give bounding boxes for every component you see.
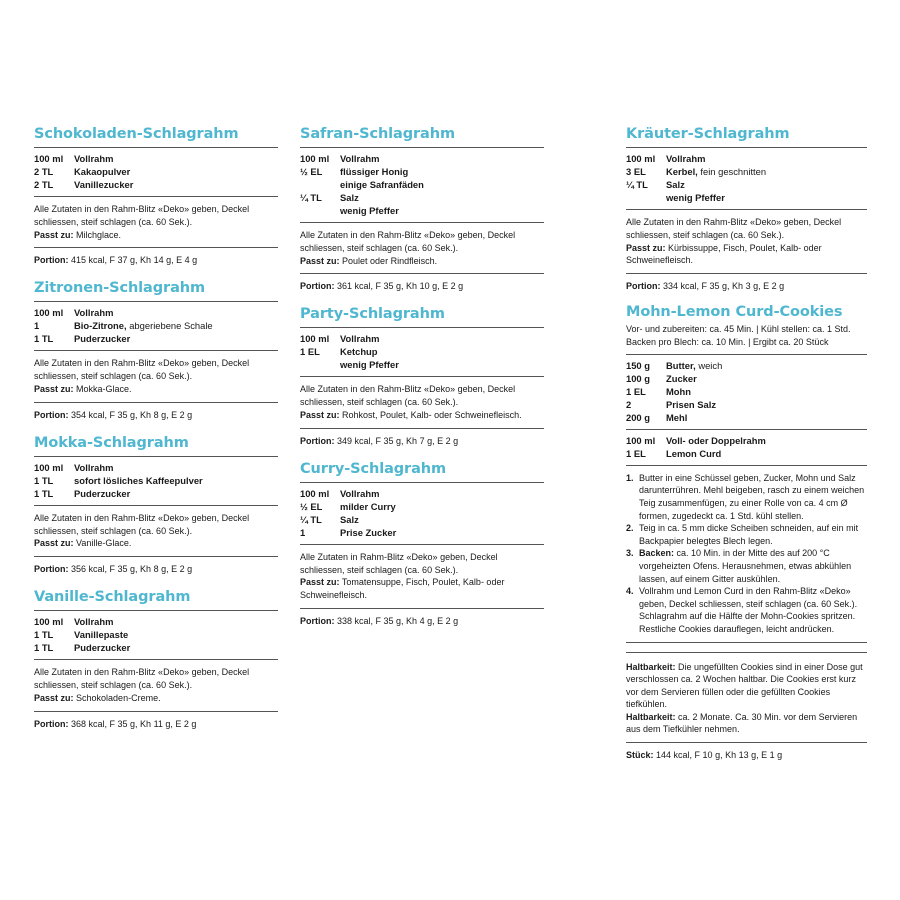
step-item <box>626 522 867 547</box>
step-body: ca. 10 Min. in der Mitte des auf 200 °C vorgeheizten Ofens. Herausnehmen, etwas abkühlen lassen, auf einem Gitter auskühlen. <box>639 548 852 584</box>
portion-value: 338 kcal, F 35 g, Kh 4 g, E 2 g <box>337 615 459 626</box>
portion-value: 354 kcal, F 35 g, Kh 8 g, E 2 g <box>71 409 193 420</box>
pairing-text: Vanille-Glace. <box>76 538 132 549</box>
portion-label: Portion: <box>34 564 69 575</box>
ingredient-list <box>34 148 278 197</box>
portion-label: Portion: <box>300 435 335 446</box>
ingredient-amount: 100 ml <box>34 616 64 628</box>
step-text <box>639 522 867 547</box>
instruction-text: Alle Zutaten in den Rahm-Blitz «Deko» geben, Deckel schliessen, steif schlagen (ca. 60 Sek.). <box>34 512 250 536</box>
step-text <box>639 585 867 635</box>
ingredient-list <box>300 328 544 377</box>
ingredient-list <box>34 611 278 660</box>
pairing-text: Mokka-Glace. <box>76 383 132 394</box>
ingredient-name <box>666 191 867 204</box>
ingredient-amount: 100 ml <box>34 153 64 164</box>
ingredient-name <box>666 434 867 447</box>
ingredient-row <box>34 474 278 487</box>
ingredient-label: milder Curry <box>340 500 396 512</box>
ingredient-row <box>34 628 278 641</box>
ingredient-amount <box>626 191 666 204</box>
ingredient-label: Vollrahm <box>74 461 114 473</box>
step-body: Teig in ca. 5 mm dicke Scheiben schneiden, auf ein mit Backpapier belegtes Blech legen. <box>639 523 859 546</box>
pairing-text: Rohkost, Poulet, Kalb- oder Schweinefleisch. <box>342 409 522 420</box>
step-text <box>639 547 867 585</box>
pairing-label: Passt zu: <box>34 538 74 549</box>
recipe-meta: Vor- und zubereiten: ca. 45 Min. | Kühl stellen: ca. 1 Std. Backen pro Blech: ca. 10 Min. | Ergibt ca. 20 Stück <box>626 321 867 355</box>
ingredient-label: Ketchup <box>340 346 378 358</box>
pairing-text: Tomatensuppe, Fisch, Poulet, Kalb- oder Schweinefleisch. <box>300 577 505 601</box>
recipe-title: Mokka-Schlagrahm <box>34 435 278 457</box>
ingredient-name <box>666 385 867 398</box>
ingredient-name <box>74 615 278 628</box>
ingredient-row <box>626 447 867 460</box>
ingredient-row <box>300 152 544 165</box>
ingredient-amount: 1 TL <box>34 629 54 641</box>
ingredient-note: abgeriebene Schale <box>129 320 213 332</box>
recipe-title: Zitronen-Schlagrahm <box>34 280 278 302</box>
ingredient-row <box>626 359 867 372</box>
ingredient-name <box>340 178 544 191</box>
recipe-instructions <box>300 223 544 274</box>
recipe-title: Party-Schlagrahm <box>300 306 544 328</box>
pairing-label: Passt zu: <box>626 242 666 253</box>
step-number: 1. <box>626 472 634 483</box>
ingredient-list <box>626 430 867 466</box>
portion-info <box>34 248 278 266</box>
ingredient-list <box>34 302 278 351</box>
ingredient-note: fein geschnitten <box>700 166 767 177</box>
ingredient-label: Zucker <box>666 372 697 384</box>
ingredient-amount: 1 EL <box>626 447 646 459</box>
step-body: Butter in eine Schüssel geben, Zucker, Mohn und Salz darunterrühren. Mehl beigeben, rasch zu einem weichen Teig zusammenfügen, zu einer Rolle von ca. 4 cm Ø formen, zugedeckt ca. 1 Std. kühl stellen. <box>639 472 865 521</box>
ingredient-name <box>74 178 278 191</box>
portion-value: 361 kcal, F 35 g, Kh 10 g, E 2 g <box>337 281 464 292</box>
recipe-instructions <box>34 660 278 711</box>
portion-info <box>34 557 278 575</box>
pairing-label: Passt zu: <box>300 409 340 420</box>
ingredient-name <box>340 500 544 513</box>
step-number: 3. <box>626 548 634 559</box>
portion-info <box>300 429 544 447</box>
ingredient-name <box>666 178 867 191</box>
ingredient-name <box>340 526 544 539</box>
ingredient-row <box>626 152 867 165</box>
step-item <box>626 585 867 635</box>
ingredient-row <box>300 358 544 371</box>
recipe-card <box>34 126 278 266</box>
ingredient-row <box>34 332 278 345</box>
pairing-label: Passt zu: <box>300 255 340 266</box>
ingredient-row <box>300 178 544 191</box>
ingredient-label: Kakaopulver <box>74 166 131 177</box>
ingredient-list <box>626 355 867 430</box>
step-label: Backen: <box>639 548 675 559</box>
recipe-card <box>300 461 544 627</box>
ingredient-row <box>626 398 867 411</box>
ingredient-amount: 100 ml <box>300 153 330 164</box>
ingredient-row <box>34 461 278 474</box>
ingredient-amount: 100 g <box>626 372 650 384</box>
portion-value: 356 kcal, F 35 g, Kh 8 g, E 2 g <box>71 564 193 575</box>
ingredient-row <box>34 152 278 165</box>
ingredient-amount: ½ EL <box>300 500 323 512</box>
ingredient-amount: 200 g <box>626 411 650 423</box>
ingredient-name <box>666 411 867 424</box>
pairing-text: Kürbissuppe, Fisch, Poulet, Kalb- oder Schweinefleisch. <box>626 242 822 266</box>
portion-label: Portion: <box>300 615 335 626</box>
portion-value: 334 kcal, F 35 g, Kh 3 g, E 2 g <box>663 281 785 292</box>
ingredient-list <box>626 148 867 210</box>
ingredient-row <box>300 513 544 526</box>
ingredient-label: Vollrahm <box>340 153 380 164</box>
ingredient-amount: 150 g <box>626 359 650 371</box>
ingredient-amount: 100 ml <box>34 461 64 473</box>
portion-value: 349 kcal, F 35 g, Kh 7 g, E 2 g <box>337 435 459 446</box>
ingredient-label: Puderzucker <box>74 642 131 654</box>
instruction-text: Alle Zutaten in den Rahm-Blitz «Deko» geben, Deckel schliessen, steif schlagen (ca. 60 Sek.). <box>34 667 250 690</box>
ingredient-row <box>300 332 544 345</box>
portion-info <box>300 609 544 627</box>
ingredient-label: Vanillezucker <box>74 179 134 190</box>
ingredient-row <box>626 385 867 398</box>
recipe-column-2 <box>300 126 544 641</box>
portion-info <box>34 403 278 421</box>
ingredient-name <box>340 165 544 178</box>
ingredient-label: Vanillepaste <box>74 629 129 641</box>
ingredient-name <box>666 152 867 165</box>
ingredient-name <box>340 345 544 358</box>
ingredient-label: wenig Pfeffer <box>340 205 399 216</box>
instruction-text: Alle Zutaten in den Rahm-Blitz «Deko» geben, Deckel schliessen, steif schlagen (ca. 60 Sek.). <box>300 230 516 253</box>
ingredient-row <box>626 372 867 385</box>
ingredient-label: Butter, <box>666 359 696 371</box>
recipe-card <box>300 306 544 446</box>
ingredient-row <box>626 165 867 178</box>
step-list <box>626 466 867 643</box>
ingredient-label: sofort lösliches Kaffeepulver <box>74 474 203 486</box>
ingredient-row <box>34 306 278 319</box>
ingredient-amount: 1 <box>34 320 40 332</box>
ingredient-amount: 100 ml <box>300 487 330 499</box>
recipe-instructions <box>34 351 278 402</box>
ingredient-note: weich <box>698 359 723 371</box>
ingredient-amount <box>300 178 340 191</box>
ingredient-amount: 1 TL <box>34 487 54 499</box>
ingredient-amount: 2 TL <box>34 179 54 190</box>
ingredient-amount: 1 EL <box>300 346 320 358</box>
recipe-instructions <box>34 506 278 557</box>
ingredient-label: Voll- oder Doppelrahm <box>666 434 766 446</box>
ingredient-label: Salz <box>340 513 359 525</box>
ingredient-name <box>74 628 278 641</box>
recipe-instructions <box>300 545 544 609</box>
ingredient-amount <box>300 358 340 371</box>
ingredient-amount: 1 TL <box>34 333 54 345</box>
instruction-text: Alle Zutaten in den Rahm-Blitz «Deko» geben, Deckel schliessen, steif schlagen (ca. 60 Sek.). <box>34 358 250 382</box>
ingredient-name <box>340 513 544 526</box>
ingredient-name <box>666 398 867 411</box>
portion-info <box>34 712 278 730</box>
ingredient-row <box>300 345 544 358</box>
step-body: Vollrahm und Lemon Curd in den Rahm-Blitz «Deko» geben, Deckel schliessen, steif schlagen (ca. 60 Sek.). Schlagrahm auf die Hälfte der Mohn-Cookies spritzen. Restliche Cookies darauflegen, leicht andrücken. <box>639 586 858 634</box>
ingredient-label: Vollrahm <box>74 153 114 164</box>
ingredient-row <box>34 165 278 178</box>
ingredient-row <box>300 500 544 513</box>
step-number: 2. <box>626 523 634 534</box>
ingredient-label: Vollrahm <box>340 487 380 499</box>
recipe-cookies <box>626 304 867 761</box>
ingredient-amount <box>300 204 340 217</box>
portion-info <box>300 274 544 292</box>
ingredient-row <box>626 434 867 447</box>
portion-label: Portion: <box>34 409 69 420</box>
instruction-text: Alle Zutaten in Rahm-Blitz «Deko» geben, Deckel schliessen, steif schlagen (ca. 60 Sek.). <box>300 551 498 575</box>
portion-value: 368 kcal, F 35 g, Kh 11 g, E 2 g <box>71 718 197 729</box>
ingredient-amount: 100 ml <box>626 153 656 164</box>
ingredient-label: Salz <box>666 179 685 190</box>
ingredient-row <box>300 526 544 539</box>
ingredient-label: Vollrahm <box>666 153 706 164</box>
ingredient-name <box>340 191 544 204</box>
ingredient-label: flüssiger Honig <box>340 166 409 177</box>
ingredient-amount: 1 TL <box>34 642 54 654</box>
ingredient-name <box>666 372 867 385</box>
portion-label: Portion: <box>34 718 69 729</box>
ingredient-name <box>666 359 867 372</box>
ingredient-label: Puderzucker <box>74 333 131 345</box>
ingredient-name <box>666 165 867 178</box>
ingredient-label: wenig Pfeffer <box>340 359 399 371</box>
recipe-card <box>34 280 278 420</box>
portion-info: Stück: 144 kcal, F 10 g, Kh 13 g, E 1 g <box>626 750 783 761</box>
ingredient-row <box>626 191 867 204</box>
ingredient-label: Vollrahm <box>74 616 114 628</box>
ingredient-label: Lemon Curd <box>666 447 722 459</box>
ingredient-label: Prise Zucker <box>340 526 397 538</box>
ingredient-amount: 100 ml <box>300 333 330 345</box>
ingredient-amount: 2 <box>626 398 632 410</box>
ingredient-amount: 100 ml <box>626 434 656 446</box>
step-number: 4. <box>626 586 634 597</box>
recipe-card <box>34 589 278 729</box>
ingredient-label: einige Safranfäden <box>340 179 424 190</box>
ingredient-label: Mehl <box>666 411 688 423</box>
ingredient-label: Vollrahm <box>74 307 114 319</box>
recipe-column-3 <box>626 126 867 775</box>
ingredient-row <box>626 411 867 424</box>
ingredient-row <box>300 165 544 178</box>
recipe-column-1 <box>34 126 278 744</box>
ingredient-label: wenig Pfeffer <box>666 192 725 203</box>
portion-info <box>626 274 867 292</box>
recipe-card <box>300 126 544 292</box>
storage-info: Haltbarkeit: Die ungefüllten Cookies sind in einer Dose gut verschlossen ca. 2 Wochen haltbar. Die Cookies erst kurz vor dem Servieren füllen oder die gefüllten Cookies tiefkühlen. Haltbarkeit: ca. 2 Monate. Ca. 30 Min. vor dem Servieren aus dem Tiefkühler nehmen. <box>626 652 867 744</box>
ingredient-list <box>300 483 544 545</box>
ingredient-name <box>74 474 278 487</box>
pairing-label: Passt zu: <box>34 692 74 703</box>
recipe-title: Safran-Schlagrahm <box>300 126 544 148</box>
instruction-text: Alle Zutaten in den Rahm-Blitz «Deko» geben, Deckel schliessen, steif schlagen (ca. 60 Sek.). <box>300 384 516 408</box>
ingredient-amount: 100 ml <box>34 307 64 319</box>
ingredient-list <box>300 148 544 223</box>
ingredient-name <box>74 319 278 332</box>
pairing-text: Poulet oder Rindfleisch. <box>342 255 438 266</box>
ingredient-name <box>74 461 278 474</box>
instruction-text: Alle Zutaten in den Rahm-Blitz «Deko» geben, Deckel schliessen, steif schlagen (ca. 60 Sek.). <box>626 217 842 240</box>
recipe-card <box>34 435 278 575</box>
ingredient-row <box>300 487 544 500</box>
recipe-instructions <box>34 197 278 248</box>
ingredient-amount: ¼ TL <box>626 179 648 190</box>
ingredient-row <box>34 641 278 654</box>
ingredient-amount: 1 EL <box>626 385 646 397</box>
step-item <box>626 472 867 522</box>
ingredient-amount: 1 TL <box>34 474 54 486</box>
ingredient-amount: 2 TL <box>34 166 54 177</box>
ingredient-amount: ¼ TL <box>300 513 322 525</box>
portion-label: Portion: <box>626 281 661 292</box>
ingredient-name <box>74 487 278 500</box>
ingredient-amount: ½ EL <box>300 166 323 177</box>
step-item <box>626 547 867 585</box>
recipe-title: Schokoladen-Schlagrahm <box>34 126 278 148</box>
ingredient-row <box>34 178 278 191</box>
portion-value: 415 kcal, F 37 g, Kh 14 g, E 4 g <box>71 255 198 266</box>
ingredient-label: Mohn <box>666 385 691 397</box>
ingredient-name <box>666 447 867 460</box>
ingredient-amount: ¼ TL <box>300 192 322 203</box>
recipe-title: Vanille-Schlagrahm <box>34 589 278 611</box>
ingredient-list <box>34 457 278 506</box>
ingredient-name <box>340 358 544 371</box>
ingredient-name <box>74 332 278 345</box>
recipe-title: Mohn-Lemon Curd-Cookies <box>626 304 843 321</box>
ingredient-label: Bio-Zitrone, <box>74 320 127 332</box>
pairing-text: Milchglace. <box>76 229 122 240</box>
ingredient-row <box>626 178 867 191</box>
ingredient-row <box>300 191 544 204</box>
recipe-title: Kräuter-Schlagrahm <box>626 126 867 148</box>
ingredient-row <box>34 487 278 500</box>
ingredient-name <box>340 487 544 500</box>
recipe-card <box>626 126 867 292</box>
ingredient-label: Vollrahm <box>340 333 380 345</box>
ingredient-name <box>74 165 278 178</box>
recipe-instructions <box>300 377 544 428</box>
ingredient-amount: 3 EL <box>626 166 646 177</box>
ingredient-label: Prisen Salz <box>666 398 717 410</box>
recipe-instructions <box>626 210 867 274</box>
pairing-text: Schokoladen-Creme. <box>76 692 161 703</box>
pairing-label: Passt zu: <box>300 577 340 588</box>
pairing-label: Passt zu: <box>34 383 74 394</box>
instruction-text: Alle Zutaten in den Rahm-Blitz «Deko» geben, Deckel schliessen, steif schlagen (ca. 60 Sek.). <box>34 204 250 227</box>
recipe-title: Curry-Schlagrahm <box>300 461 544 483</box>
ingredient-label: Puderzucker <box>74 487 131 499</box>
portion-label: Portion: <box>300 281 335 292</box>
ingredient-name <box>74 641 278 654</box>
ingredient-name <box>74 306 278 319</box>
ingredient-row <box>300 204 544 217</box>
pairing-label: Passt zu: <box>34 229 74 240</box>
ingredient-row <box>34 319 278 332</box>
ingredient-label: Salz <box>340 192 359 203</box>
ingredient-label: Kerbel, <box>666 166 698 177</box>
ingredient-name <box>340 152 544 165</box>
ingredient-amount: 1 <box>300 526 306 538</box>
ingredient-name <box>340 332 544 345</box>
ingredient-name <box>340 204 544 217</box>
ingredient-row <box>34 615 278 628</box>
portion-label: Portion: <box>34 255 69 266</box>
ingredient-name <box>74 152 278 165</box>
step-text <box>639 472 867 522</box>
